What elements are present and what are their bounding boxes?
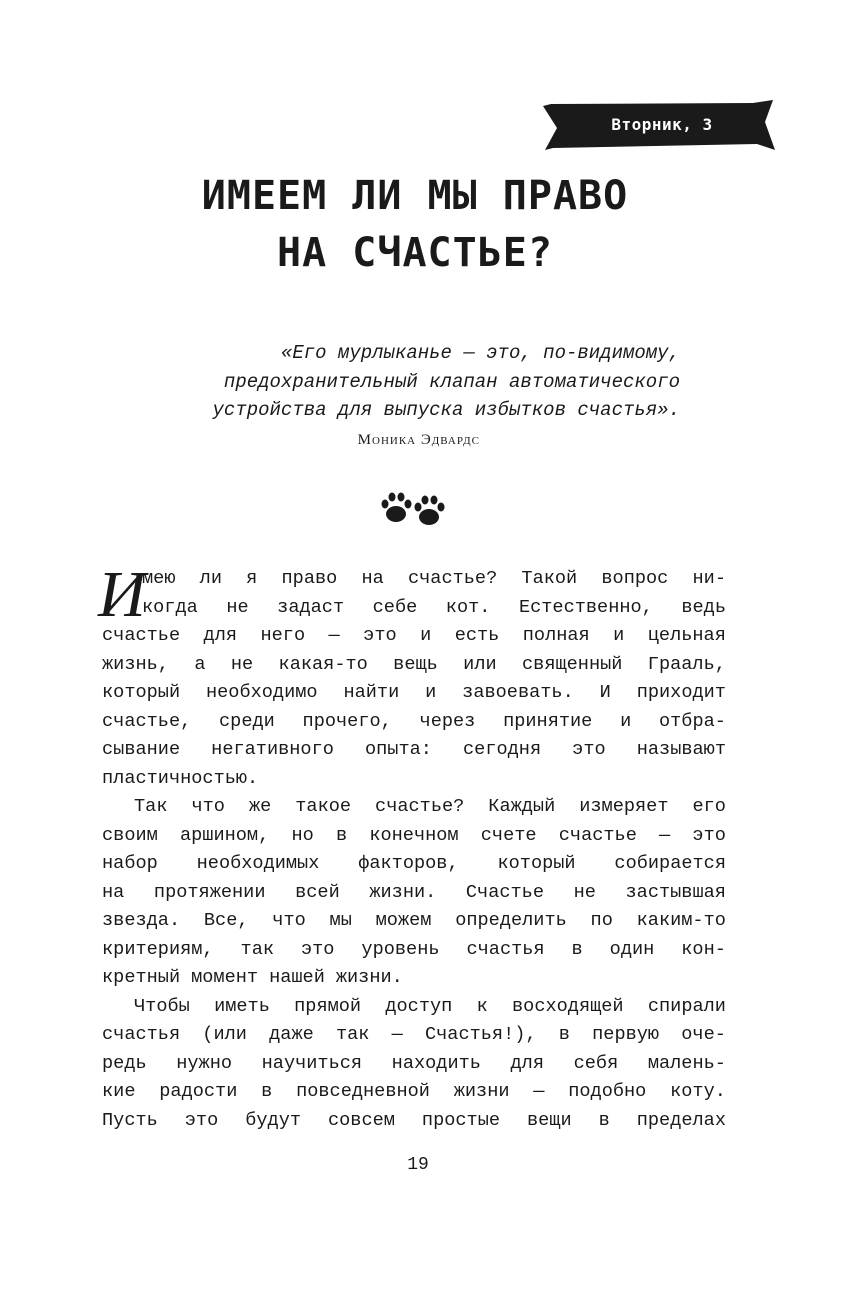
word: сывание — [102, 739, 181, 760]
word: Чтобы — [134, 995, 190, 1017]
word: не — [230, 653, 254, 675]
word: счете — [480, 824, 537, 846]
word: но — [291, 824, 314, 846]
drop-cap: И — [98, 558, 146, 631]
text-line — [102, 765, 726, 794]
word: Счастье — [465, 881, 544, 903]
epigraph-line-2: предохранительный клапан автоматического — [223, 370, 680, 393]
word: же — [248, 796, 272, 817]
word: это — [300, 938, 335, 960]
text-line — [102, 1078, 726, 1107]
text-line — [102, 936, 726, 965]
word: простые — [421, 1109, 501, 1131]
word: принятие — [503, 710, 593, 732]
word: его — [692, 796, 726, 817]
word: определить — [455, 910, 567, 931]
word: а — [194, 653, 206, 675]
word: кот. — [445, 596, 491, 618]
word: мы — [329, 910, 352, 931]
word: это — [572, 739, 606, 760]
word: ни- — [692, 568, 726, 589]
word: своим — [102, 824, 158, 846]
word: кие — [102, 1081, 136, 1102]
word: в — [598, 1109, 610, 1131]
word: ведь — [681, 596, 726, 618]
word: себе — [372, 596, 418, 618]
word: есть — [454, 625, 500, 646]
word: совсем — [327, 1109, 395, 1131]
word: прямой — [294, 995, 362, 1017]
word: что — [191, 796, 225, 817]
word: который — [497, 853, 576, 874]
word: него — [260, 625, 306, 646]
word: нашей — [269, 967, 325, 988]
word: конечном — [369, 824, 459, 846]
word: не — [573, 881, 596, 903]
word: счастье — [102, 625, 181, 646]
word: всей — [295, 881, 340, 903]
chapter-title-line-2: НА СЧАСТЬЕ? — [277, 230, 553, 276]
word: и — [620, 710, 632, 732]
text-line — [102, 736, 726, 765]
text-line — [102, 565, 726, 594]
word: я — [246, 568, 258, 589]
word: Естественно, — [518, 596, 653, 618]
word: можем — [375, 910, 432, 931]
word: восходящей — [512, 995, 624, 1017]
word: так — [240, 938, 275, 960]
word: найти — [343, 682, 400, 703]
word: момент — [191, 967, 259, 988]
word: даже — [269, 1024, 314, 1045]
word: И — [599, 682, 611, 703]
word: протяжении — [153, 881, 266, 903]
paw-print-left-icon — [382, 493, 412, 523]
word: отбра- — [658, 710, 726, 732]
paragraph-3 — [102, 993, 726, 1136]
word: звезда. — [102, 910, 181, 931]
text-line — [102, 651, 726, 680]
word: это — [184, 1109, 219, 1131]
word: цельная — [647, 625, 726, 646]
word: научиться — [261, 1052, 363, 1074]
word: иметь — [214, 995, 270, 1017]
text-line — [102, 622, 726, 651]
word: коту. — [670, 1081, 726, 1102]
word: необходимых — [196, 853, 320, 874]
word: — — [328, 625, 340, 646]
text-line — [102, 1107, 726, 1136]
word: аршином, — [179, 824, 270, 846]
word: счастье? — [375, 796, 465, 817]
word: и — [420, 625, 432, 646]
text-line — [102, 1021, 726, 1050]
word: сегодня — [463, 739, 542, 760]
word: на — [102, 881, 125, 903]
word: вещи — [526, 1109, 572, 1131]
word: в — [261, 1081, 273, 1102]
word: это — [692, 824, 726, 846]
word: оче- — [681, 1024, 726, 1045]
word: приходит — [636, 682, 726, 703]
word: на — [361, 568, 384, 589]
word: подобно — [568, 1081, 647, 1102]
word: так — [335, 1024, 370, 1045]
word: жизни. — [335, 967, 403, 988]
word: это — [363, 625, 397, 646]
word: в — [558, 1024, 570, 1045]
word: Все, — [203, 910, 249, 931]
word: уровень — [361, 938, 440, 960]
word: вещь — [393, 653, 438, 675]
day-label: Вторник, 3 — [611, 114, 713, 134]
word: когда — [142, 596, 198, 618]
word: — — [533, 1081, 545, 1102]
word: застывшая — [625, 881, 726, 903]
word: критериям, — [102, 938, 214, 960]
word: Пусть — [102, 1109, 158, 1131]
paw-prints-icon — [380, 490, 446, 526]
text-line — [102, 850, 726, 879]
text-line — [102, 993, 726, 1022]
word: Такой — [521, 568, 578, 589]
epigraph-line-1: «Его мурлыканье — это, по-видимому, — [280, 342, 680, 364]
word: завоевать. — [462, 682, 574, 703]
epigraph-line-3: устройства для выпуска избытков счастья». — [212, 399, 680, 421]
word: Каждый — [488, 796, 556, 817]
word: малень- — [647, 1052, 726, 1074]
word: задаст — [277, 596, 345, 618]
word: что — [272, 910, 306, 931]
word: такое — [295, 796, 352, 817]
word: кретный — [102, 967, 181, 988]
word: редь — [102, 1052, 147, 1074]
word: мею — [142, 568, 176, 589]
day-ribbon-banner — [543, 100, 775, 152]
word: счастье? — [407, 568, 498, 589]
chapter-title — [100, 168, 730, 282]
text-line — [102, 879, 726, 908]
paragraph-2 — [102, 793, 726, 993]
word: собирается — [614, 853, 726, 874]
page-number: 19 — [407, 1155, 429, 1175]
word: факторов, — [358, 853, 459, 874]
word: первую — [592, 1024, 660, 1045]
word: полная — [522, 625, 590, 646]
word: или — [463, 653, 497, 675]
word: радости — [159, 1081, 238, 1102]
word: для — [203, 625, 238, 646]
word: через — [419, 710, 476, 732]
word: и — [425, 682, 437, 703]
word: — — [659, 824, 671, 846]
word: по — [590, 910, 613, 931]
text-line — [102, 964, 726, 993]
word: в — [571, 938, 583, 960]
word: в — [335, 824, 348, 846]
word: который — [102, 682, 181, 703]
word: необходимо — [205, 682, 318, 703]
text-line — [102, 1050, 726, 1079]
word: опыта: — [364, 739, 432, 760]
word: счастье, — [102, 710, 192, 732]
word: пластичностью. — [102, 767, 259, 789]
word: вопрос — [601, 568, 669, 589]
word: измеряет — [579, 796, 669, 817]
word: для — [510, 1052, 544, 1074]
word: жизни — [453, 1081, 510, 1102]
word: счастья — [102, 1024, 181, 1045]
chapter-title-line-1: ИМЕЕМ ЛИ МЫ ПРАВО — [201, 173, 629, 219]
word: среди — [219, 710, 275, 732]
word: негативного — [211, 739, 334, 760]
epigraph-author: Моника Эдвардс — [357, 432, 480, 448]
word: — — [391, 1024, 403, 1045]
word: будут — [245, 1109, 302, 1131]
text-line — [102, 679, 726, 708]
word: право — [281, 568, 338, 589]
word: каким-то — [636, 910, 726, 931]
word: доступ — [385, 995, 453, 1017]
word: счастья — [466, 938, 545, 960]
word: счастье — [558, 824, 637, 846]
word: какая-то — [278, 653, 368, 675]
text-line — [102, 793, 726, 822]
word: нужно — [176, 1052, 233, 1074]
word: священный — [522, 653, 623, 675]
word: и — [613, 625, 625, 646]
word: к — [476, 995, 488, 1017]
text-line — [102, 907, 726, 936]
word: не — [226, 596, 249, 618]
word: Счастья!), — [424, 1024, 537, 1045]
word: Грааль, — [647, 653, 726, 675]
epigraph-quote — [120, 339, 680, 425]
word: жизни. — [369, 881, 437, 903]
body-text — [98, 558, 726, 1135]
word: Так — [134, 796, 168, 817]
word: спирали — [647, 995, 726, 1017]
word: называют — [636, 739, 726, 760]
word: пределах — [636, 1109, 726, 1131]
word: один — [609, 938, 655, 960]
word: набор — [102, 853, 158, 874]
paragraph-1 — [98, 558, 726, 793]
word: прочего, — [302, 710, 392, 732]
word: (или — [202, 1024, 247, 1045]
word: жизнь, — [102, 653, 169, 675]
paw-print-right-icon — [415, 496, 445, 526]
word: находить — [391, 1052, 481, 1074]
word: кон- — [681, 938, 726, 960]
text-line — [102, 708, 726, 737]
word: повседневной — [296, 1081, 430, 1102]
text-line — [102, 594, 726, 623]
word: ли — [199, 568, 222, 589]
text-line — [102, 822, 726, 851]
word: себя — [573, 1052, 619, 1074]
